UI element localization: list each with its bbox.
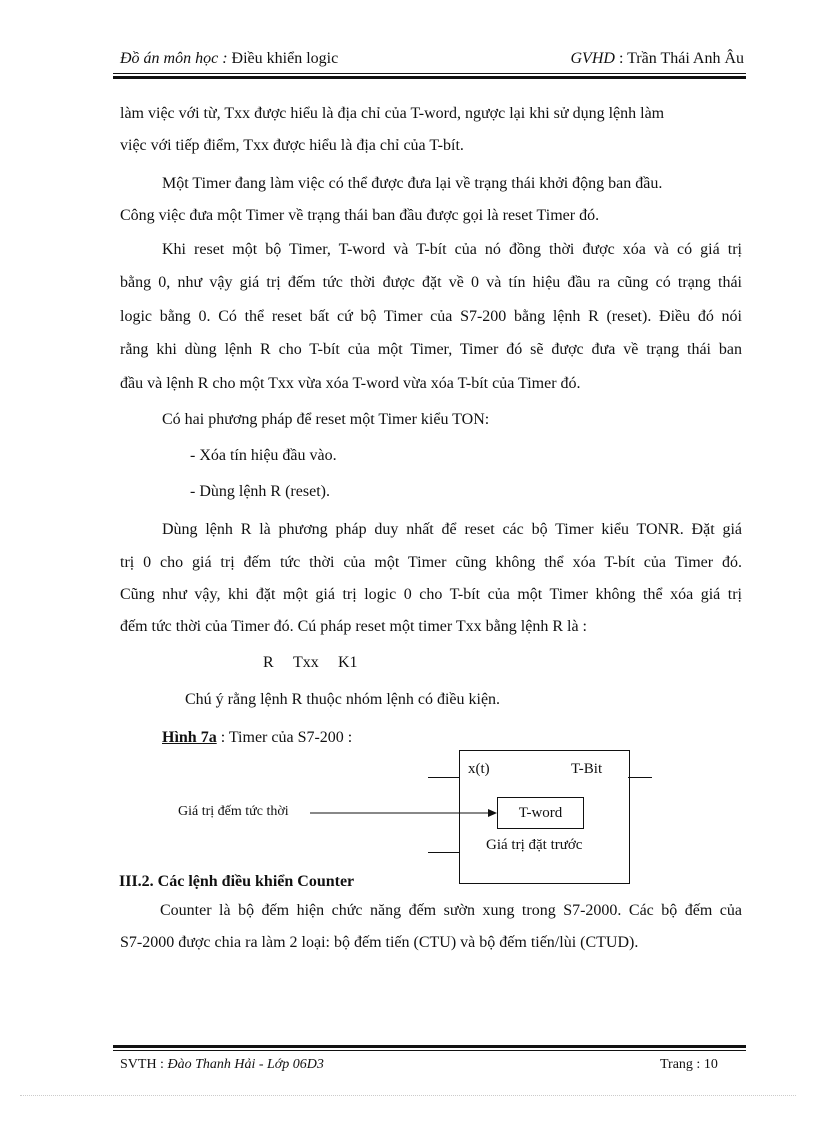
paragraph-line: Counter là bộ đếm hiện chức năng đếm sườn xung trong S7-2000. Các bộ đếm của (160, 902, 742, 919)
paragraph-line: logic bằng 0. Có thể reset bất cứ bộ Timer của S7-200 bằng lệnh R (reset). Điều đó nói (120, 308, 742, 325)
paragraph-line: đầu và lệnh R cho một Txx vừa xóa T-word vừa xóa T-bít của Timer đó. (120, 375, 581, 392)
page-border-dotted (20, 1095, 796, 1096)
paragraph-line: bằng 0, như vậy giá trị đếm tức thời được đặt về 0 và tín hiệu đầu ra cũng có trạng thái (120, 274, 742, 291)
figure-caption (162, 728, 352, 748)
arrow-label: Giá trị đếm tức thời (178, 804, 289, 819)
paragraph-line: Một Timer đang làm việc có thể được đưa lại về trạng thái khởi động ban đầu. (162, 175, 663, 192)
paragraph-line: việc với tiếp điểm, Txx được hiểu là địa chỉ của T-bít. (120, 137, 464, 154)
footer-page-number: Trang : 10 (660, 1057, 718, 1072)
bullet-item: - Dùng lệnh R (reset). (190, 483, 330, 500)
paragraph-line: đếm tức thời của Timer đó. Cú pháp reset một timer Txx bằng lệnh R là : (120, 618, 587, 635)
footer-student-name: Đào Thanh Hải - Lớp 06D3 (167, 1057, 324, 1072)
section-heading: III.2. Các lệnh điều khiển Counter (119, 873, 355, 890)
paragraph-line: Có hai phương pháp để reset một Timer kiểu TON: (162, 411, 490, 428)
paragraph-line: Công việc đưa một Timer về trạng thái ban đầu được gọi là reset Timer đó. (120, 207, 600, 224)
paragraph-line: Chú ý rằng lệnh R thuộc nhóm lệnh có điều kiện. (185, 691, 501, 708)
footer-student-label: SVTH : (120, 1057, 168, 1072)
footer-left (120, 1055, 324, 1075)
header-doc-type: Đồ án môn học : (120, 50, 228, 67)
input-label: x(t) (468, 761, 490, 777)
page-header-right (571, 50, 745, 68)
output-line (628, 777, 652, 778)
figure-caption-label: Hình 7a (162, 729, 217, 746)
syntax-txx: Txx (293, 654, 319, 671)
header-rule-thick (113, 76, 746, 79)
figure-caption-text: : Timer của S7-200 : (216, 729, 353, 746)
header-advisor-name: : Trần Thái Anh Âu (614, 50, 744, 67)
paragraph-line: Khi reset một bộ Timer, T-word và T-bít của nó đồng thời được xóa và có giá trị (162, 241, 742, 258)
syntax-k1: K1 (338, 654, 358, 671)
paragraph-line: Cũng như vậy, khi đặt một giá trị logic 0 cho T-bít của một Timer không thể xóa giá trị (120, 586, 742, 603)
footer-rule-thick (113, 1045, 746, 1048)
footer-rule-thin (113, 1050, 746, 1051)
header-advisor-label: GVHD (570, 50, 615, 67)
tword-label: T-word (518, 805, 563, 821)
paragraph-line: rằng khi dùng lệnh R cho T-bít của một Timer, Timer đó sẽ được đưa về trạng thái ban (120, 341, 742, 358)
arrow-icon (310, 806, 500, 820)
header-subject: Điều khiển logic (227, 50, 339, 67)
header-rule-thin (113, 73, 746, 74)
input-line-top (428, 777, 459, 778)
preset-label: Giá trị đặt trước (486, 837, 583, 853)
paragraph-line: Dùng lệnh R là phương pháp duy nhất để reset các bộ Timer kiểu TONR. Đặt giá (162, 521, 742, 538)
bullet-item: - Xóa tín hiệu đầu vào. (190, 447, 337, 464)
paragraph-line: S7-2000 được chia ra làm 2 loại: bộ đếm tiến (CTU) và bộ đếm tiến/lùi (CTUD). (120, 934, 639, 951)
output-label: T-Bit (571, 761, 603, 777)
paragraph-line: làm việc với từ, Txx được hiểu là địa chỉ của T-word, ngược lại khi sử dụng lệnh làm (120, 105, 665, 122)
page-header-left (120, 50, 338, 68)
syntax-r: R (263, 654, 274, 671)
input-line-bottom (428, 852, 459, 853)
paragraph-line: trị 0 cho giá trị đếm tức thời của một Timer cũng không thể xóa T-bít của Timer đó. (120, 554, 742, 571)
